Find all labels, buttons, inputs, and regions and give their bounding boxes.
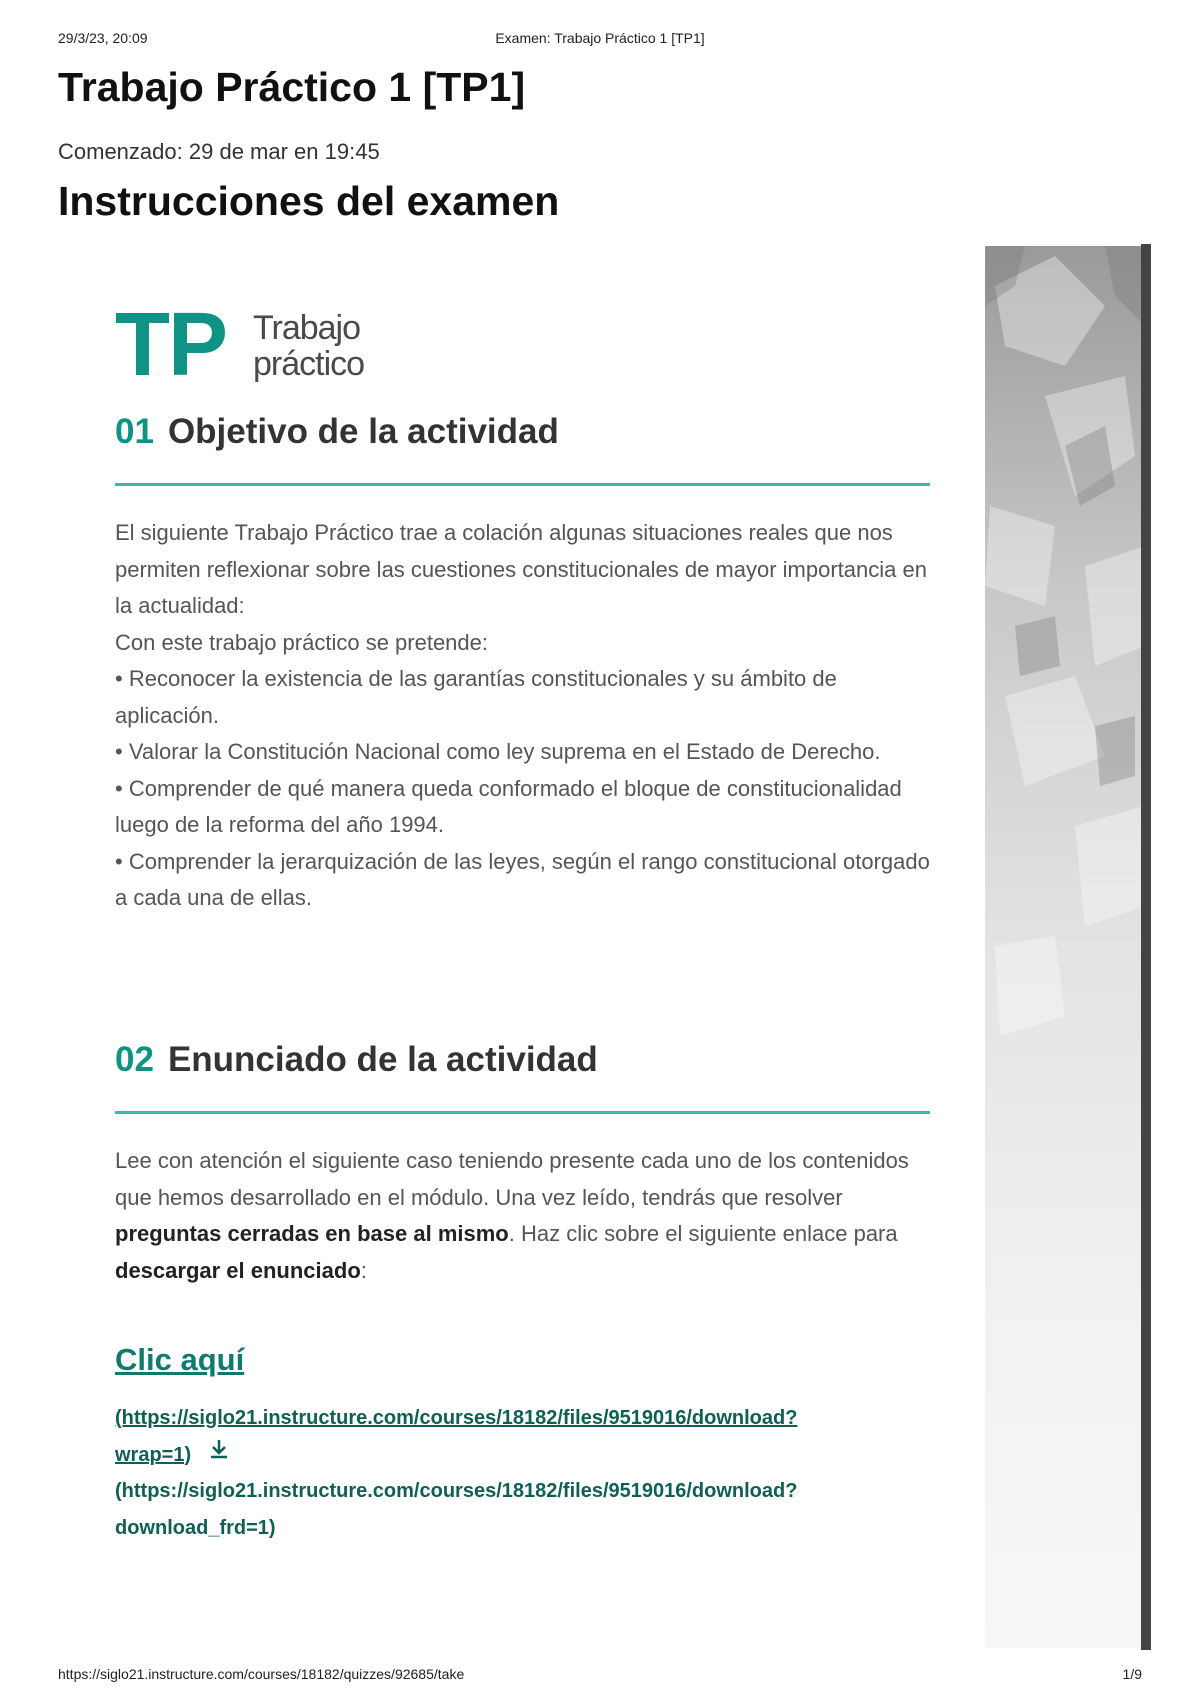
objective-lead: Con este trabajo práctico se pretende: (115, 629, 489, 655)
logo-word-1: Trabajo (253, 309, 361, 347)
download-url-line-1: (https://siglo21.instructure.com/courses/18182/files/9519016/download? (115, 1480, 798, 1503)
statement-bold-a: preguntas cerradas en base al mismo (115, 1221, 509, 1246)
section-1-heading (115, 412, 559, 452)
section-2-title: Enunciado de la actividad (167, 1040, 598, 1079)
statement-text-a: Lee con atención el siguiente caso teniendo presente cada uno de los contenidos que hemos desarrollado en el módulo. Una vez leído, tendrás que resolver (115, 1148, 909, 1210)
instructions-heading: Instrucciones del examen (58, 178, 560, 224)
logo-abbr: TP (115, 295, 227, 395)
objective-intro: El siguiente Trabajo Práctico trae a colación algunas situaciones reales que nos permiten reflexionar sobre las cuestiones constitucionales de mayor importancia en la actualidad: (115, 520, 927, 618)
section-1-divider (115, 483, 930, 486)
download-url-line-2: download_frd=1) (115, 1516, 276, 1539)
download-link[interactable]: Clic aquí (115, 1342, 245, 1377)
objective-bullet: • Comprender la jerarquización de las leyes, según el rango constitucional otorgado a cada una de ellas. (115, 848, 930, 910)
section-2-heading (115, 1040, 598, 1080)
logo-words (253, 310, 453, 382)
statement-text-b: . Haz clic sobre el siguiente enlace para (508, 1221, 898, 1246)
print-document-title: Examen: Trabajo Práctico 1 [TP1] (495, 30, 705, 46)
page-title: Trabajo Práctico 1 [TP1] (58, 64, 526, 110)
decorative-side-image (985, 246, 1145, 1648)
view-link-line-2 (115, 1437, 915, 1474)
objective-bullet: • Comprender de qué manera queda conformado el bloque de constitucionalidad luego de la reforma del año 1994. (115, 775, 902, 837)
download-icon[interactable] (207, 1437, 231, 1474)
objective-bullet: • Reconocer la existencia de las garantías constitucionales y su ámbito de aplicación. (115, 666, 837, 728)
print-url: https://siglo21.instructure.com/courses/18182/quizzes/92685/take (58, 1666, 465, 1682)
section-1-title: Objetivo de la actividad (167, 412, 559, 451)
decorative-side-bar (1141, 244, 1151, 1650)
statement-bold-b: descargar el enunciado (115, 1257, 361, 1283)
started-info (58, 139, 380, 165)
objective-bullet: • Valorar la Constitución Nacional como ley suprema en el Estado de Derecho. (115, 739, 881, 764)
section-1-body (115, 515, 930, 917)
started-label: Comenzado: (58, 139, 183, 164)
started-value: 29 de mar en 19:45 (188, 139, 380, 164)
statement-text-c: : (360, 1257, 367, 1283)
section-2-divider (115, 1111, 930, 1114)
statement-text (115, 1143, 930, 1289)
print-page-number: 1/9 (1122, 1666, 1142, 1682)
logo-word-2: práctico (253, 345, 365, 383)
section-2-number: 02 (115, 1040, 154, 1079)
instructions-content (0, 240, 980, 1660)
view-link-end[interactable]: wrap=1) (115, 1443, 192, 1466)
section-2-body (115, 1143, 930, 1289)
section-1-number: 01 (115, 412, 154, 451)
print-date: 29/3/23, 20:09 (58, 30, 148, 46)
view-link-line-1[interactable]: (https://siglo21.instructure.com/courses/18182/files/9519016/download? (115, 1407, 798, 1429)
download-urls (115, 1400, 915, 1546)
